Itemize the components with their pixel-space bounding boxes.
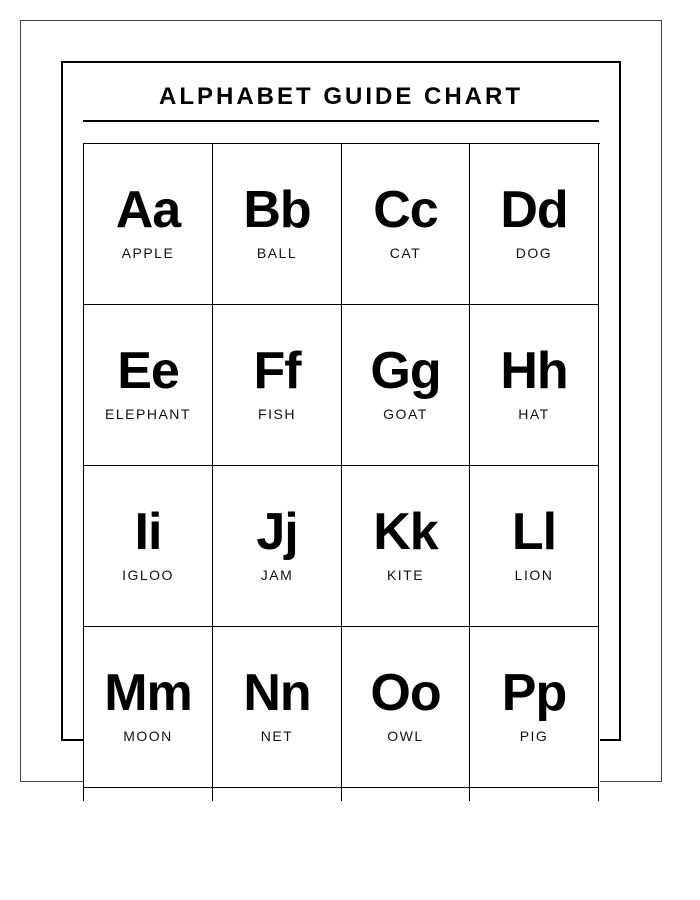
alphabet-cell-f bbox=[213, 305, 342, 466]
alphabet-cell-i bbox=[84, 466, 213, 627]
alphabet-cell-clipped bbox=[342, 788, 470, 801]
letter-pair: Dd bbox=[500, 181, 568, 239]
alphabet-cell-e bbox=[84, 305, 213, 466]
alphabet-cell-h bbox=[470, 305, 599, 466]
alphabet-cell-n bbox=[213, 627, 342, 788]
alphabet-grid bbox=[83, 143, 600, 801]
letter-pair: Ee bbox=[117, 342, 179, 400]
letter-pair: Kk bbox=[373, 503, 438, 561]
alphabet-cell-p bbox=[470, 627, 599, 788]
alphabet-cell-l bbox=[470, 466, 599, 627]
letter-pair: Ii bbox=[134, 503, 162, 561]
example-word: CAT bbox=[389, 245, 422, 261]
letter-pair: Ff bbox=[253, 342, 301, 400]
letter-pair: Pp bbox=[501, 664, 567, 722]
example-word: PIG bbox=[519, 728, 549, 744]
letter-pair: Gg bbox=[370, 342, 441, 400]
example-word: HAT bbox=[518, 406, 550, 422]
letter-pair: Hh bbox=[500, 342, 568, 400]
letter-pair: Mm bbox=[104, 664, 192, 722]
example-word: KITE bbox=[386, 567, 425, 583]
letter-pair: Jj bbox=[256, 503, 298, 561]
example-word: NET bbox=[260, 728, 294, 744]
alphabet-cell-o bbox=[342, 627, 470, 788]
example-word: LION bbox=[514, 567, 554, 583]
alphabet-cell-clipped bbox=[84, 788, 213, 801]
letter-pair: Cc bbox=[373, 181, 438, 239]
alphabet-cell-m bbox=[84, 627, 213, 788]
alphabet-grid-viewport bbox=[83, 143, 600, 801]
alphabet-cell-b bbox=[213, 144, 342, 305]
example-word: GOAT bbox=[383, 406, 428, 422]
letter-pair: Ll bbox=[511, 503, 557, 561]
title-divider bbox=[83, 120, 599, 122]
example-word: BALL bbox=[256, 245, 298, 261]
page-title: ALPHABET GUIDE CHART bbox=[159, 83, 523, 110]
example-word: APPLE bbox=[121, 245, 175, 261]
alphabet-cell-c bbox=[342, 144, 470, 305]
letter-pair: Bb bbox=[243, 181, 311, 239]
example-word: IGLOO bbox=[122, 567, 174, 583]
alphabet-cell-g bbox=[342, 305, 470, 466]
alphabet-cell-clipped bbox=[213, 788, 342, 801]
example-word: FISH bbox=[258, 406, 296, 422]
alphabet-cell-d bbox=[470, 144, 599, 305]
example-word: OWL bbox=[387, 728, 424, 744]
alphabet-cell-clipped bbox=[470, 788, 599, 801]
alphabet-cell-k bbox=[342, 466, 470, 627]
example-word: JAM bbox=[260, 567, 294, 583]
example-word: MOON bbox=[123, 728, 173, 744]
alphabet-cell-a bbox=[84, 144, 213, 305]
letter-pair: Oo bbox=[370, 664, 441, 722]
letter-pair: Nn bbox=[243, 664, 311, 722]
letter-pair: Aa bbox=[115, 181, 181, 239]
alphabet-cell-j bbox=[213, 466, 342, 627]
example-word: DOG bbox=[515, 245, 553, 261]
example-word: ELEPHANT bbox=[105, 406, 191, 422]
